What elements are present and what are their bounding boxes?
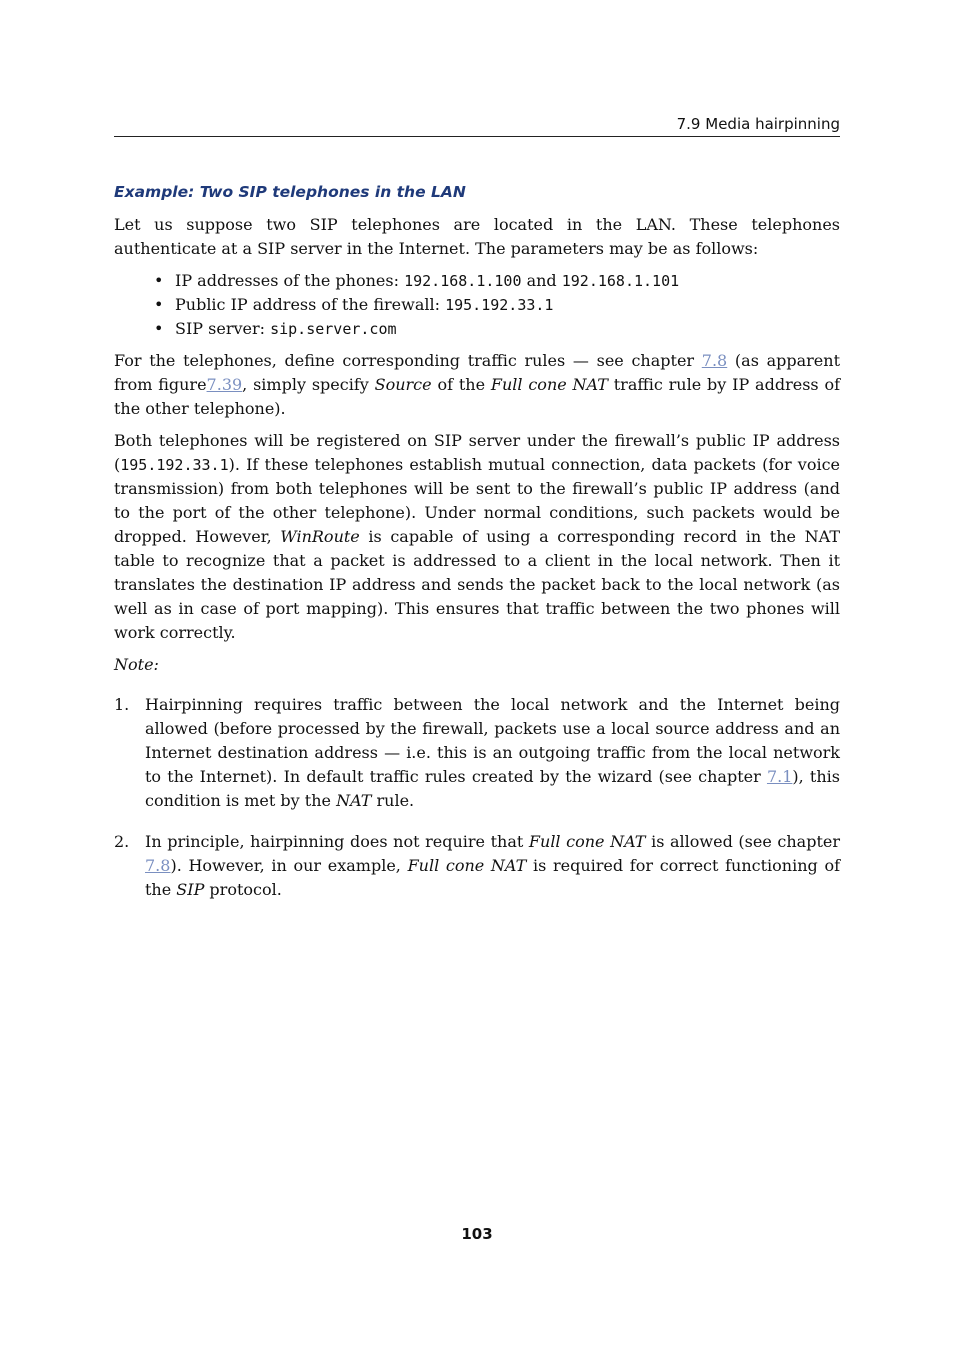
bullet-icon: •: [154, 319, 164, 338]
running-header: [114, 114, 840, 137]
list-item: • SIP server: sip.server.com: [114, 317, 840, 341]
example-heading: Example: Two SIP telephones in the LAN: [114, 183, 466, 201]
list-item: 2. In principle, hairpinning does not require that Full cone NAT is allowed (see chapter 7.8). However, in our example, Full cone NAT is required for correct functioning of the SIP protocol.: [114, 832, 841, 899]
figure-link-7-39[interactable]: 7.39: [206, 375, 243, 394]
chapter-link-7-8[interactable]: 7.8: [145, 856, 171, 875]
intro-paragraph: Let us suppose two SIP telephones are located in the LAN. These telephones authenticate at a SIP server in the Internet. The parameters may be as follows:: [114, 215, 840, 258]
chapter-link-7-8[interactable]: 7.8: [701, 351, 728, 370]
page-body: [114, 178, 840, 919]
bullet-icon: •: [154, 295, 164, 314]
traffic-rules-paragraph: For the telephones, define corresponding traffic rules — see chapter 7.8 (as apparent from figure7.39, simply specify Source of the Full cone NAT traffic rule by IP address of the other telephone).: [114, 351, 841, 418]
phone-ip-2: 192.168.1.101: [561, 272, 680, 290]
sip-server-address: sip.server.com: [270, 320, 397, 338]
section-title: 7.9 Media hairpinning: [676, 115, 840, 133]
firewall-ip: 195.192.33.1: [445, 296, 554, 314]
chapter-link-7-1[interactable]: 7.1: [766, 767, 793, 786]
public-ip-inline: 195.192.33.1: [120, 456, 229, 474]
note-number: 1.: [114, 695, 130, 714]
note-label: Note:: [114, 655, 159, 674]
hairpinning-paragraph: Both telephones will be registered on SIP server under the firewall’s public IP address (195.192.33.1). If these telephones establish mutual connection, data packets (for voice transmission) from both telephones will be sent to the firewall’s public IP address (and to the port of the other telephone). Under normal conditions, such packets would be dropped. However, WinRoute is capable of using a corresponding record in the NAT table to recognize that a packet is addressed to a client in the local network. Then it translates the destination IP address and sends the packet back to the local network (as well as in case of port mapping). This ensures that traffic between the two phones will work correctly.: [114, 431, 840, 642]
list-item: • Public IP address of the firewall: 195.192.33.1: [114, 293, 840, 317]
bullet-icon: •: [154, 271, 164, 290]
note-number: 2.: [114, 832, 130, 851]
page-number: 103: [461, 1225, 493, 1243]
notes-list: [114, 693, 840, 902]
phone-ip-1: 192.168.1.100: [404, 272, 522, 290]
list-item: • IP addresses of the phones: 192.168.1.100 and 192.168.1.101: [114, 269, 840, 293]
product-name: WinRoute: [280, 527, 360, 546]
list-item: 1. Hairpinning requires traffic between the local network and the Internet being allowed (before processed by the firewall, packets use a local source address and an Internet destination address — i.e. this is an outgoing traffic from the local network to the Internet). In default traffic rules created by the wizard (see chapter 7.1), this condition is met by the NAT rule.: [114, 695, 840, 810]
parameter-list: [114, 269, 840, 341]
